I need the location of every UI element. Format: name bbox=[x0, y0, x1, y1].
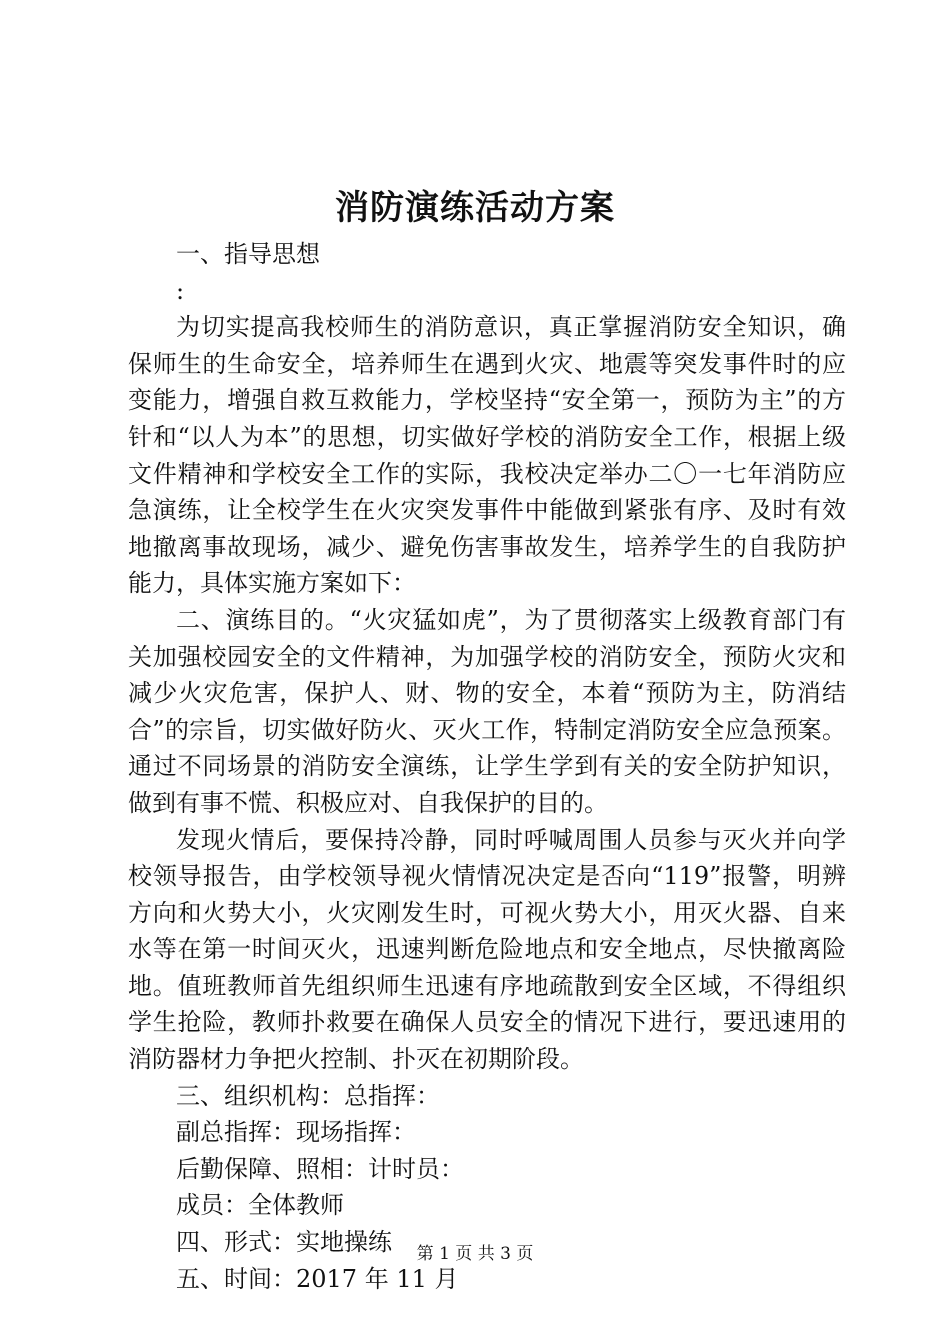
paragraph-fire-response: 发现火情后，要保持冷静，同时呼喊周围人员参与灭火并向学校领导报告，由学校领导视火情情况决定是否向“119”报警，明辨方向和火势大小，火灾刚发生时，可视火势大小，用灭火器、自来水等在第一时间灭火，迅速判断危险地点和安全地点，尽快撤离险地。值班教师首先组织师生迅速有序地疏散到安全区域，不得组织学生抢险，教师扑救要在确保人员安全的情况下进行，要迅速用的消防器材力争把火控制、扑灭在初期阶段。 bbox=[128, 825, 846, 1074]
heading-colon: : bbox=[176, 276, 185, 305]
line-time: 五、时间：2017 年 11 月 bbox=[176, 1264, 459, 1293]
document-title: 消防演练活动方案 bbox=[335, 188, 615, 228]
heading-guiding-ideology: 一、指导思想 bbox=[176, 240, 320, 268]
line-deputy-commander: 副总指挥：现场指挥： bbox=[176, 1118, 416, 1147]
line-logistics: 后勤保障、照相：计时员： bbox=[176, 1154, 464, 1183]
paragraph-drill-objective: 二、演练目的。“火灾猛如虎”，为了贯彻落实上级教育部门有关加强校园安全的文件精神，为加强学校的消防安全，预防火灾和减少火灾危害，保护人、财、物的安全，本着“预防为主，防消结合”的宗旨，切实做好防火、灭火工作，特制定消防安全应急预案。通过不同场景的消防安全演练，让学生学到有关的安全防护知识，做到有事不慌、积极应对、自我保护的目的。 bbox=[128, 605, 846, 817]
line-members: 成员：全体教师 bbox=[176, 1191, 344, 1220]
paragraph-purpose-intro: 为切实提高我校师生的消防意识，真正掌握消防安全知识，确保师生的生命安全，培养师生在遇到火灾、地震等突发事件时的应变能力，增强自救互救能力，学校坚持“安全第一，预防为主”的方针和“以人为本”的思想，切实做好学校的消防安全工作，根据上级文件精神和学校安全工作的实际，我校决定举办二〇一七年消防应急演练，让全校学生在火灾突发事件中能做到紧张有序、及时有效地撤离事故现场，减少、避免伤害事故发生，培养学生的自我防护能力，具体实施方案如下： bbox=[128, 313, 846, 598]
page-footer: 第 1 页 共 3 页 bbox=[416, 1244, 534, 1264]
line-form: 四、形式：实地操练 bbox=[176, 1228, 392, 1257]
line-organization: 三、组织机构：总指挥： bbox=[176, 1081, 440, 1110]
document-body bbox=[128, 236, 846, 1297]
